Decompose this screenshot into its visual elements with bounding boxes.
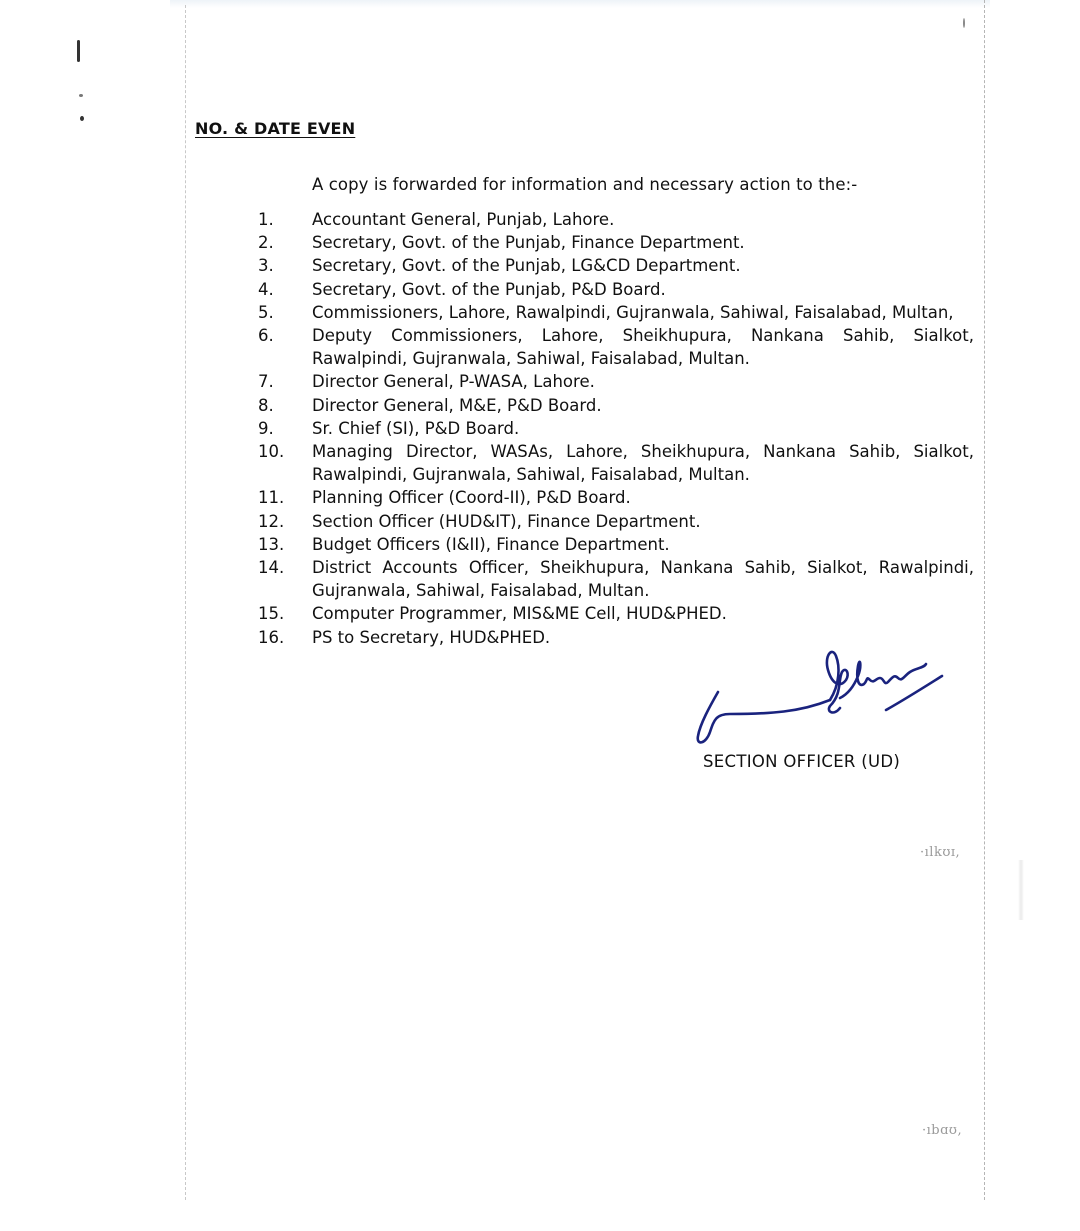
scan-speck [80,116,84,121]
recipient-item [258,510,974,533]
signature-loop-stroke [698,692,830,742]
recipient-item [258,440,974,486]
signatory-title: SECTION OFFICER (UD) [703,752,901,771]
recipient-item [258,394,974,417]
recipient-item [258,231,974,254]
item-number: 16. [258,627,285,647]
item-text: Planning Officer (Coord-II), P&D Board. [312,488,631,508]
scan-fold-line-left [185,5,186,1200]
scan-speck [79,94,83,97]
item-number: 14. [258,558,285,578]
item-number: 4. [258,279,274,299]
item-text: District Accounts Officer, Sheikhupura, Nankana Sahib, Sialkot, Rawalpindi, Gujranwala, Sahiwal, Faisalabad, Multan. [312,558,974,601]
bleed-through-mark: ·ılkʊɪ, [920,845,961,860]
handwritten-signature [690,636,950,748]
item-number: 15. [258,604,285,624]
item-number: 5. [258,302,274,322]
recipient-item [258,208,974,231]
recipient-list [258,208,974,649]
item-text: Sr. Chief (SI), P&D Board. [312,418,520,438]
item-text: PS to Secretary, HUD&PHED. [312,627,551,647]
item-text: Budget Officers (I&II), Finance Department. [312,534,670,554]
forwarding-intro: A copy is forwarded for information and necessary action to the:- [312,175,858,194]
recipient-item [258,602,974,625]
item-text: Commissioners, Lahore, Rawalpindi, Gujranwala, Sahiwal, Faisalabad, Multan, [312,302,954,322]
item-number: 10. [258,442,285,462]
recipient-item [258,556,974,602]
item-number: 9. [258,418,274,438]
scan-shadow [1018,860,1024,920]
scan-speck [963,18,965,28]
item-number: 2. [258,233,274,253]
item-number: 12. [258,511,285,531]
recipient-item [258,417,974,440]
item-text: Managing Director, WASAs, Lahore, Sheikhupura, Nankana Sahib, Sialkot, Rawalpindi, Gujranwala, Sahiwal, Faisalabad, Multan. [312,442,974,485]
recipient-item [258,370,974,393]
recipient-item [258,324,974,370]
item-text: Secretary, Govt. of the Punjab, LG&CD Department. [312,256,741,276]
recipient-item [258,254,974,277]
scan-speck [77,40,80,62]
item-text: Director General, P-WASA, Lahore. [312,372,595,392]
item-number: 8. [258,395,274,415]
item-text: Secretary, Govt. of the Punjab, P&D Board. [312,279,666,299]
item-number: 13. [258,534,285,554]
signature-initial-stroke [827,652,848,713]
item-number: 3. [258,256,274,276]
reference-heading: NO. & DATE EVEN [195,119,356,138]
recipient-item [258,486,974,509]
item-text: Secretary, Govt. of the Punjab, Finance Department. [312,233,745,253]
recipient-item [258,301,974,324]
item-number: 6. [258,326,274,346]
item-number: 11. [258,488,285,508]
scan-edge-haze [170,0,990,8]
item-text: Deputy Commissioners, Lahore, Sheikhupura, Nankana Sahib, Sialkot, Rawalpindi, Gujranwala, Sahiwal, Faisalabad, Multan. [312,326,974,369]
item-number: 1. [258,210,274,229]
item-text: Section Officer (HUD&IT), Finance Department. [312,511,701,531]
item-text: Accountant General, Punjab, Lahore. [312,210,615,229]
scan-fold-line-right [984,0,985,1200]
item-number: 7. [258,372,274,392]
bleed-through-mark: ·ıbɑʊ, [922,1123,963,1138]
recipient-item [258,533,974,556]
item-text: Director General, M&E, P&D Board. [312,395,602,415]
recipient-item [258,278,974,301]
signature-underline-stroke [886,676,942,710]
item-text: Computer Programmer, MIS&ME Cell, HUD&PHED. [312,604,727,624]
